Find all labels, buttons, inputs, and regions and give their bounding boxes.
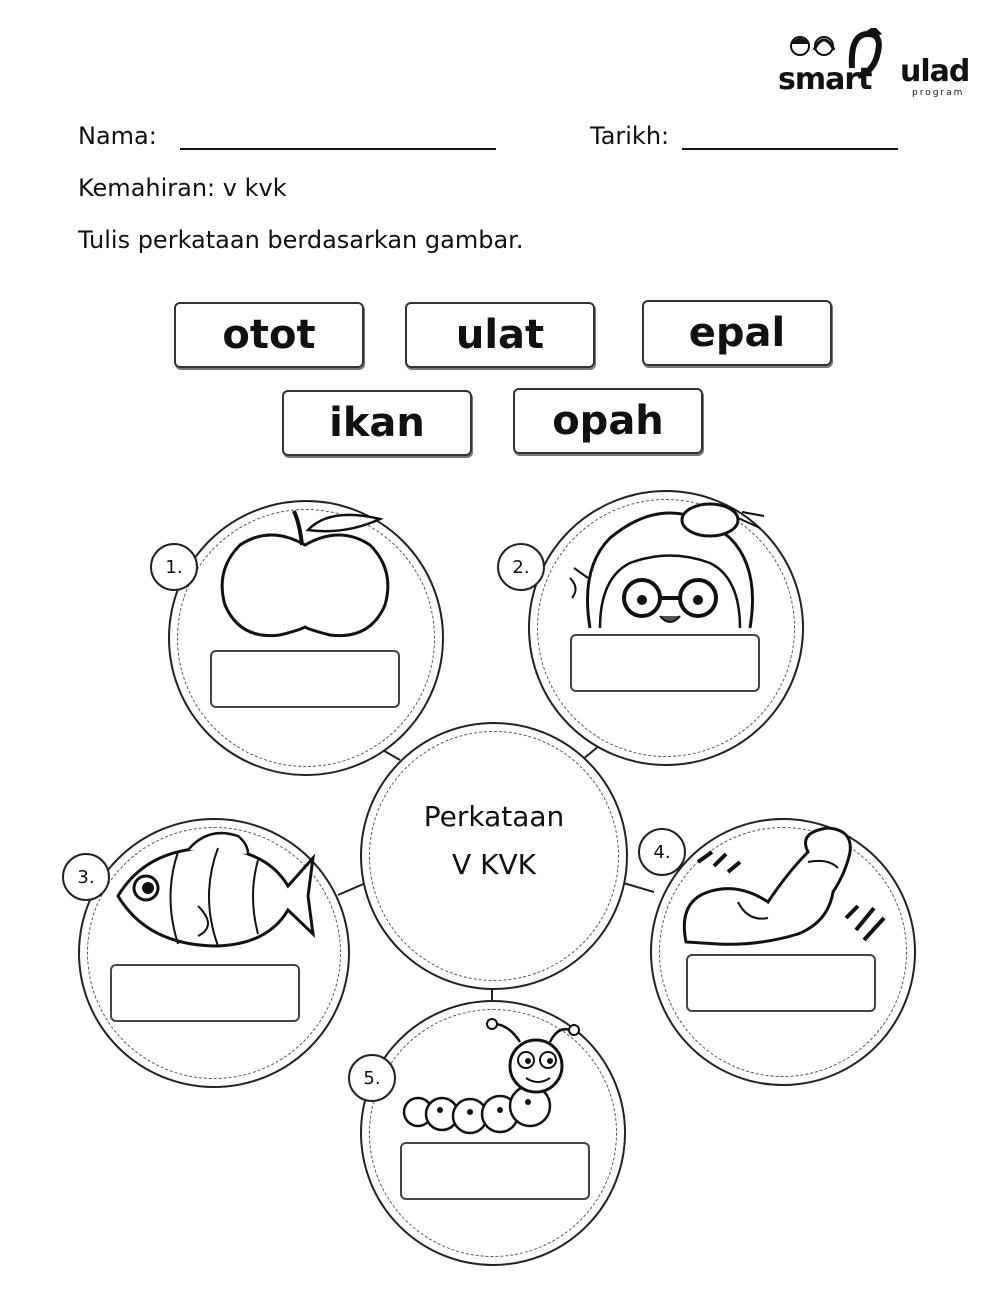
word-card-opah[interactable]: opah [513, 388, 703, 454]
word-card-otot[interactable]: otot [174, 302, 364, 368]
item-number-3: 3. [62, 853, 110, 901]
word-card-epal[interactable]: epal [642, 300, 832, 366]
answer-box-5[interactable] [400, 1142, 590, 1200]
answer-box-1[interactable] [210, 650, 400, 708]
name-label: Nama: [78, 122, 157, 150]
logo-text-right: ulad [900, 54, 970, 89]
item-number-5: 5. [348, 1054, 396, 1102]
word-card-ikan[interactable]: ikan [282, 390, 472, 456]
center-subtitle: V KVK [452, 848, 536, 881]
fish-icon [108, 826, 318, 950]
item-number-1: 1. [150, 543, 198, 591]
answer-box-4[interactable] [686, 954, 876, 1012]
item-number-2: 2. [497, 543, 545, 591]
word-card-ulat[interactable]: ulat [405, 302, 595, 368]
apple-icon [210, 505, 400, 645]
item-number-4: 4. [638, 828, 686, 876]
muscle-arm-icon [678, 822, 898, 950]
caterpillar-icon [400, 1016, 580, 1144]
logo-subtext: program [912, 88, 965, 98]
instruction-text: Tulis perkataan berdasarkan gambar. [78, 226, 524, 254]
answer-box-2[interactable] [570, 634, 760, 692]
grandmother-icon [560, 498, 780, 630]
center-title: Perkataan [423, 800, 565, 833]
skill-label: Kemahiran: v kvk [78, 174, 287, 202]
logo-text-left: smart [778, 62, 872, 97]
answer-box-3[interactable] [110, 964, 300, 1022]
date-label: Tarikh: [590, 122, 670, 150]
